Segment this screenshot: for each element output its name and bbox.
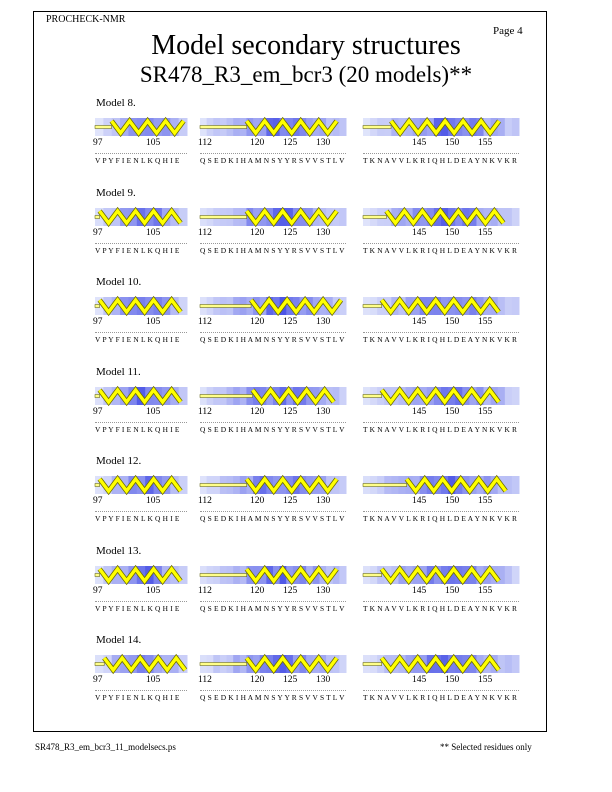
secondary-structure-strip — [95, 387, 187, 405]
residue-tick-label: 112 — [198, 675, 212, 685]
coil-line — [95, 663, 104, 666]
residue-sequence: Q S E D K I H A M N S Y Y R S V V S T L V — [200, 601, 346, 613]
residue-tick-label: 105 — [146, 496, 161, 506]
coil-line — [363, 394, 382, 397]
secondary-structure-strip — [200, 476, 346, 494]
residue-tick-label: 112 — [198, 406, 212, 417]
secondary-structure-strip — [95, 566, 187, 584]
residue-tick-label: 112 — [198, 227, 212, 238]
model-label: Model 9. — [96, 186, 136, 199]
residue-tick-label: 150 — [445, 317, 460, 327]
coil-line — [95, 215, 100, 218]
residue-cell — [505, 208, 513, 226]
coil-line — [363, 305, 382, 308]
residue-tick-label: 155 — [478, 585, 493, 596]
residue-cell — [339, 566, 346, 584]
secondary-structure-strip — [200, 118, 346, 136]
residue-tick-label: 130 — [316, 227, 331, 238]
coil-line — [200, 484, 247, 487]
coil-line — [95, 573, 100, 576]
residue-tick-label: 120 — [250, 675, 265, 685]
residue-tick-label: 130 — [316, 496, 331, 506]
footer-filename: SR478_R3_em_bcr3_11_modelsecs.ps — [35, 742, 176, 752]
coil-line — [200, 573, 247, 576]
footer-note: ** Selected residues only — [440, 742, 532, 752]
residue-cell — [512, 387, 520, 405]
residue-tick-label: 150 — [445, 585, 460, 596]
residue-tick-label: 120 — [250, 227, 265, 238]
model-label: Model 11. — [96, 365, 141, 378]
secondary-structure-strip — [95, 655, 187, 673]
residue-sequence: V P Y F I E N L K Q H I E — [95, 332, 187, 344]
program-name: PROCHECK-NMR — [46, 14, 126, 25]
residue-tick-label: 105 — [146, 227, 161, 238]
secondary-structure-strip — [200, 655, 346, 673]
residue-cell — [339, 387, 346, 405]
page-number: Page 4 — [493, 25, 523, 37]
residue-cell — [498, 387, 506, 405]
residue-tick-label: 155 — [478, 406, 493, 417]
residue-sequence: V P Y F I E N L K Q H I E — [95, 422, 187, 434]
residue-tick-label: 97 — [93, 585, 103, 596]
residue-tick-label: 145 — [412, 317, 427, 327]
residue-tick-label: 112 — [198, 138, 212, 148]
residue-tick-label: 120 — [250, 138, 265, 148]
residue-tick-label: 97 — [93, 138, 103, 148]
residue-tick-label: 150 — [445, 675, 460, 685]
secondary-structure-strip — [95, 208, 187, 226]
residue-tick-label: 125 — [283, 496, 298, 506]
secondary-structure-strip — [200, 566, 346, 584]
residue-tick-label: 125 — [283, 406, 298, 417]
residue-tick-label: 145 — [412, 496, 427, 506]
secondary-structure-strip — [200, 297, 346, 315]
coil-line — [200, 126, 247, 129]
residue-tick-label: 105 — [146, 138, 161, 148]
residue-sequence: V P Y F I E N L K Q H I E — [95, 511, 187, 523]
residue-tick-label: 145 — [412, 138, 427, 148]
residue-tick-label: 105 — [146, 585, 161, 596]
residue-tick-label: 145 — [412, 406, 427, 417]
residue-sequence: T K N A V V L K R I Q H L D E A Y N K V K R — [363, 422, 519, 434]
residue-cell — [505, 476, 513, 494]
model-label: Model 8. — [96, 97, 136, 109]
residue-sequence: Q S E D K I H A M N S Y Y R S V V S T L V — [200, 511, 346, 523]
secondary-structure-strip — [95, 297, 187, 315]
residue-tick-label: 125 — [283, 227, 298, 238]
residue-tick-label: 130 — [316, 585, 331, 596]
residue-tick-label: 130 — [316, 317, 331, 327]
residue-tick-label: 125 — [283, 317, 298, 327]
residue-sequence: V P Y F I E N L K Q H I E — [95, 601, 187, 613]
residue-cell — [339, 476, 346, 494]
coil-line — [363, 484, 407, 487]
residue-cell — [498, 118, 506, 136]
residue-sequence: Q S E D K I H A M N S Y Y R S V V S T L V — [200, 153, 346, 165]
residue-tick-label: 155 — [478, 496, 493, 506]
residue-tick-label: 130 — [316, 406, 331, 417]
residue-tick-label: 150 — [445, 406, 460, 417]
residue-tick-label: 125 — [283, 675, 298, 685]
residue-tick-label: 120 — [250, 406, 265, 417]
residue-tick-label: 112 — [198, 496, 212, 506]
residue-tick-label: 120 — [250, 317, 265, 327]
residue-cell — [512, 297, 520, 315]
residue-cell — [505, 387, 513, 405]
page-subtitle: SR478_R3_em_bcr3 (20 models)** — [139, 62, 473, 87]
coil-line — [200, 215, 247, 218]
residue-tick-label: 97 — [93, 227, 103, 238]
residue-tick-label: 145 — [412, 227, 427, 238]
residue-tick-label: 150 — [445, 227, 460, 238]
residue-cell — [498, 566, 506, 584]
secondary-structure-strip — [200, 208, 346, 226]
residue-cell — [498, 655, 506, 673]
secondary-structure-strip — [363, 655, 519, 673]
secondary-structure-strip — [363, 387, 519, 405]
residue-sequence: T K N A V V L K R I Q H L D E A Y N K V K R — [363, 153, 519, 165]
model-label: Model 10. — [96, 276, 142, 288]
residue-cell — [505, 118, 513, 136]
residue-tick-label: 112 — [198, 317, 212, 327]
secondary-structure-strip — [95, 476, 187, 494]
residue-tick-label: 120 — [250, 585, 265, 596]
residue-sequence: Q S E D K I H A M N S Y Y R S V V S T L V — [200, 332, 346, 344]
residue-tick-label: 97 — [93, 496, 103, 506]
residue-cell — [505, 655, 513, 673]
residue-tick-label: 97 — [93, 406, 103, 417]
residue-cell — [498, 297, 506, 315]
residue-tick-label: 97 — [93, 317, 103, 327]
model-label: Model 13. — [96, 544, 142, 557]
coil-line — [363, 126, 391, 129]
residue-tick-label: 130 — [316, 675, 331, 685]
residue-sequence: V P Y F I E N L K Q H I E — [95, 690, 187, 702]
secondary-structure-strip — [363, 566, 519, 584]
coil-line — [200, 663, 247, 666]
coil-line — [363, 663, 382, 666]
residue-tick-label: 155 — [478, 675, 493, 685]
coil-line — [95, 394, 100, 397]
residue-sequence: T K N A V V L K R I Q H L D E A Y N K V K R — [363, 243, 519, 255]
residue-cell — [512, 208, 520, 226]
residue-tick-label: 155 — [478, 227, 493, 238]
residue-tick-label: 155 — [478, 317, 493, 327]
residue-sequence: V P Y F I E N L K Q H I E — [95, 243, 187, 255]
residue-cell — [505, 297, 513, 315]
coil-line — [95, 126, 112, 129]
residue-tick-label: 120 — [250, 496, 265, 506]
secondary-structure-strip — [363, 208, 519, 226]
residue-tick-label: 105 — [146, 406, 161, 417]
residue-cell — [512, 655, 520, 673]
secondary-structure-strip — [363, 118, 519, 136]
residue-sequence: Q S E D K I H A M N S Y Y R S V V S T L V — [200, 422, 346, 434]
residue-cell — [505, 566, 513, 584]
residue-cell — [512, 118, 520, 136]
secondary-structure-strip — [363, 476, 519, 494]
residue-tick-label: 125 — [283, 585, 298, 596]
residue-tick-label: 150 — [445, 138, 460, 148]
model-label: Model 12. — [96, 455, 142, 467]
secondary-structure-strip — [95, 118, 187, 136]
residue-tick-label: 125 — [283, 138, 298, 148]
residue-sequence: V P Y F I E N L K Q H I E — [95, 153, 187, 165]
coil-line — [200, 394, 253, 397]
residue-tick-label: 105 — [146, 675, 161, 685]
residue-tick-label: 105 — [146, 317, 161, 327]
residue-sequence: T K N A V V L K R I Q H L D E A Y N K V K R — [363, 601, 519, 613]
secondary-structure-strip — [363, 297, 519, 315]
residue-sequence: Q S E D K I H A M N S Y Y R S V V S T L V — [200, 243, 346, 255]
coil-line — [95, 305, 100, 308]
residue-tick-label: 145 — [412, 675, 427, 685]
coil-line — [363, 215, 386, 218]
residue-cell — [512, 476, 520, 494]
residue-tick-label: 112 — [198, 585, 212, 596]
coil-line — [95, 484, 100, 487]
coil-line — [200, 305, 251, 308]
page-title: Model secondary structures — [151, 30, 461, 61]
residue-tick-label: 97 — [93, 675, 103, 685]
residue-cell — [339, 655, 346, 673]
residue-cell — [339, 208, 346, 226]
residue-sequence: T K N A V V L K R I Q H L D E A Y N K V K R — [363, 511, 519, 523]
residue-tick-label: 150 — [445, 496, 460, 506]
model-label: Model 14. — [96, 634, 142, 646]
coil-line — [363, 573, 382, 576]
residue-tick-label: 145 — [412, 585, 427, 596]
residue-sequence: T K N A V V L K R I Q H L D E A Y N K V K R — [363, 332, 519, 344]
residue-tick-label: 155 — [478, 138, 493, 148]
residue-cell — [512, 566, 520, 584]
secondary-structure-strip — [200, 387, 346, 405]
residue-tick-label: 130 — [316, 138, 331, 148]
residue-sequence: T K N A V V L K R I Q H L D E A Y N K V K R — [363, 690, 519, 702]
residue-sequence: Q S E D K I H A M N S Y Y R S V V S T L V — [200, 690, 346, 702]
residue-cell — [333, 387, 340, 405]
residue-cell — [339, 118, 346, 136]
